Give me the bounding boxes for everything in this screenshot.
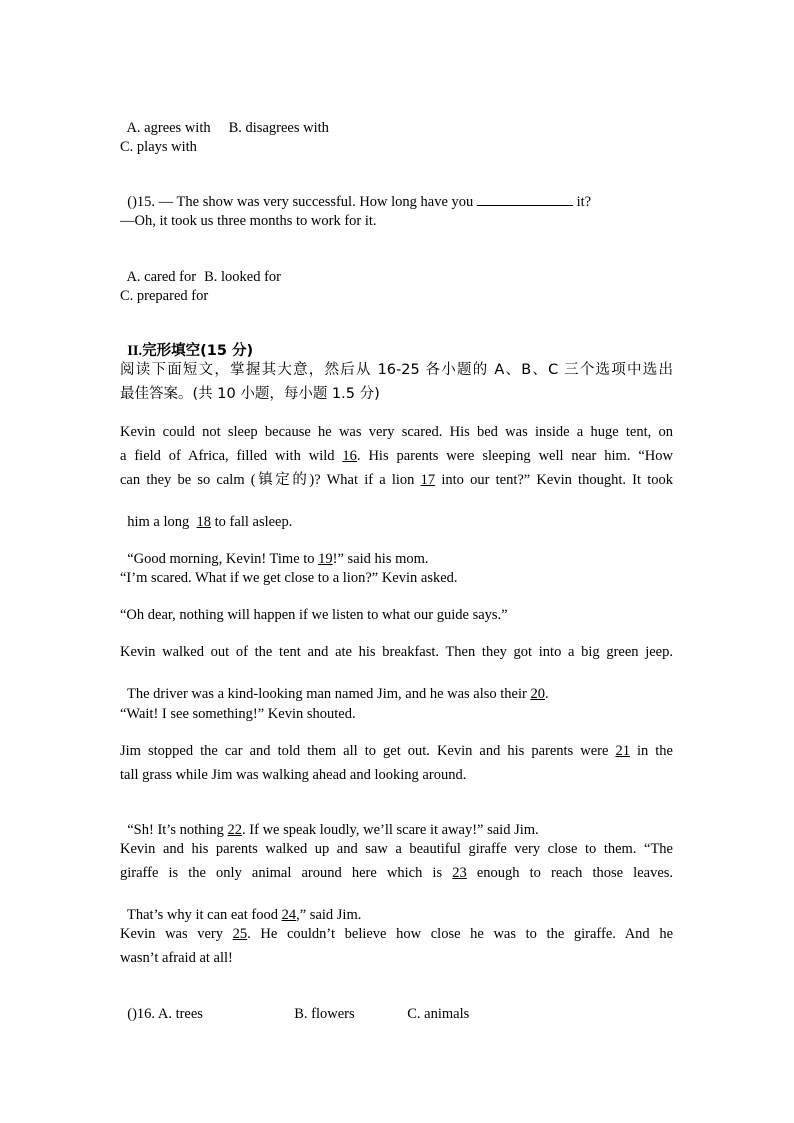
blank-18: 18 <box>196 514 212 530</box>
q14-options-ab <box>120 101 329 137</box>
text: Kevin was very <box>120 926 224 942</box>
passage-p9-line1: Kevin and his parents walked up and saw a beautiful giraffe very close to them. “The <box>120 841 673 857</box>
text: him a long <box>127 514 190 530</box>
blank-23: 23 <box>452 865 467 881</box>
blank-16: 16 <box>342 448 357 464</box>
section-title: 完形填空(15 分) <box>142 343 254 359</box>
passage-p1-line4 <box>120 495 292 531</box>
q14-option-a: A. agrees with <box>126 120 211 136</box>
q15-answer-blank <box>477 193 573 206</box>
section-heading <box>120 324 253 360</box>
blank-24: 24 <box>281 907 297 923</box>
blank-17: 17 <box>420 472 436 488</box>
passage-p8 <box>120 803 539 839</box>
q15-stem-end: it? <box>576 194 592 210</box>
passage-p9-line3 <box>120 888 361 924</box>
text: in the <box>636 743 673 759</box>
text: Jim stopped the car and told them all to get out. Kevin and his parents were <box>120 743 609 759</box>
passage-p5-line1: Kevin walked out of the tent and ate his breakfast. Then they got into a big green jeep. <box>120 644 673 660</box>
q15-option-c: C. prepared for <box>120 288 209 304</box>
text: !” said his mom. <box>332 551 429 567</box>
passage-p7-line1 <box>120 742 673 760</box>
q15-reply: —Oh, it took us three months to work for it. <box>120 213 377 229</box>
section-instructions-line2: 最佳答案。(共 10 小题，每小题 1.5 分) <box>120 386 380 402</box>
q14-option-b: B. disagrees with <box>228 120 329 136</box>
passage-p3: “I’m scared. What if we get close to a lion?” Kevin asked. <box>120 570 458 586</box>
text: ,” said Jim. <box>296 907 362 923</box>
q15-option-a: A. cared for <box>126 269 197 285</box>
text: . <box>544 686 549 702</box>
q15-option-b: B. looked for <box>204 269 282 285</box>
passage-p10-line2: wasn’t afraid at all! <box>120 950 233 966</box>
text: . He couldn’t believe how close he was to the giraffe. And he <box>247 926 673 942</box>
section-roman: II. <box>127 343 143 359</box>
passage-p2 <box>120 532 429 568</box>
text: can they be so calm (镇定的)? What if a lion <box>120 472 415 488</box>
passage-p1-line2 <box>120 447 673 465</box>
q15-stem <box>120 175 591 211</box>
text: “Sh! It’s nothing <box>127 822 224 838</box>
blank-22: 22 <box>227 822 243 838</box>
q16-options <box>120 987 469 1023</box>
blank-19: 19 <box>318 551 333 567</box>
passage-p6: “Wait! I see something!” Kevin shouted. <box>120 706 356 722</box>
q16-option-a: ()16. A. trees <box>127 1006 203 1022</box>
passage-p1-line3 <box>120 471 673 489</box>
text: . If we speak loudly, we’ll scare it away!” said Jim. <box>242 822 539 838</box>
text: . His parents were sleeping well near him. “How <box>356 448 673 464</box>
section-instructions-line1: 阅读下面短文，掌握其大意，然后从 16-25 各小题的 A、B、C 三个选项中选出 <box>120 362 673 378</box>
q15-stem-text: ()15. — The show was very successful. How long have you <box>127 194 474 210</box>
passage-p7-line2: tall grass while Jim was walking ahead and looking around. <box>120 767 467 783</box>
text: That’s why it can eat food <box>127 907 278 923</box>
blank-25: 25 <box>232 926 248 942</box>
q15-options-ab <box>120 250 281 286</box>
text: giraffe is the only animal around here which is <box>120 865 443 881</box>
q16-option-c: C. animals <box>407 1006 470 1022</box>
passage-p5-line2 <box>120 667 549 703</box>
passage-p4: “Oh dear, nothing will happen if we listen to what our guide says.” <box>120 607 508 623</box>
text: a field of Africa, filled with wild <box>120 448 335 464</box>
text: “Good morning, Kevin! Time to <box>127 551 315 567</box>
blank-21: 21 <box>615 743 630 759</box>
text: to fall asleep. <box>214 514 293 530</box>
text: into our tent?” Kevin thought. It took <box>441 472 674 488</box>
text: enough to reach those leaves. <box>476 865 674 881</box>
text: The driver was a kind-looking man named Jim, and he was also their <box>127 686 527 702</box>
passage-p9-line2 <box>120 864 673 882</box>
passage-p10-line1 <box>120 925 673 943</box>
blank-20: 20 <box>530 686 545 702</box>
passage-p1-line1: Kevin could not sleep because he was very scared. His bed was inside a huge tent, on <box>120 424 673 440</box>
q16-option-b: B. flowers <box>294 1006 355 1022</box>
q14-option-c: C. plays with <box>120 139 197 155</box>
